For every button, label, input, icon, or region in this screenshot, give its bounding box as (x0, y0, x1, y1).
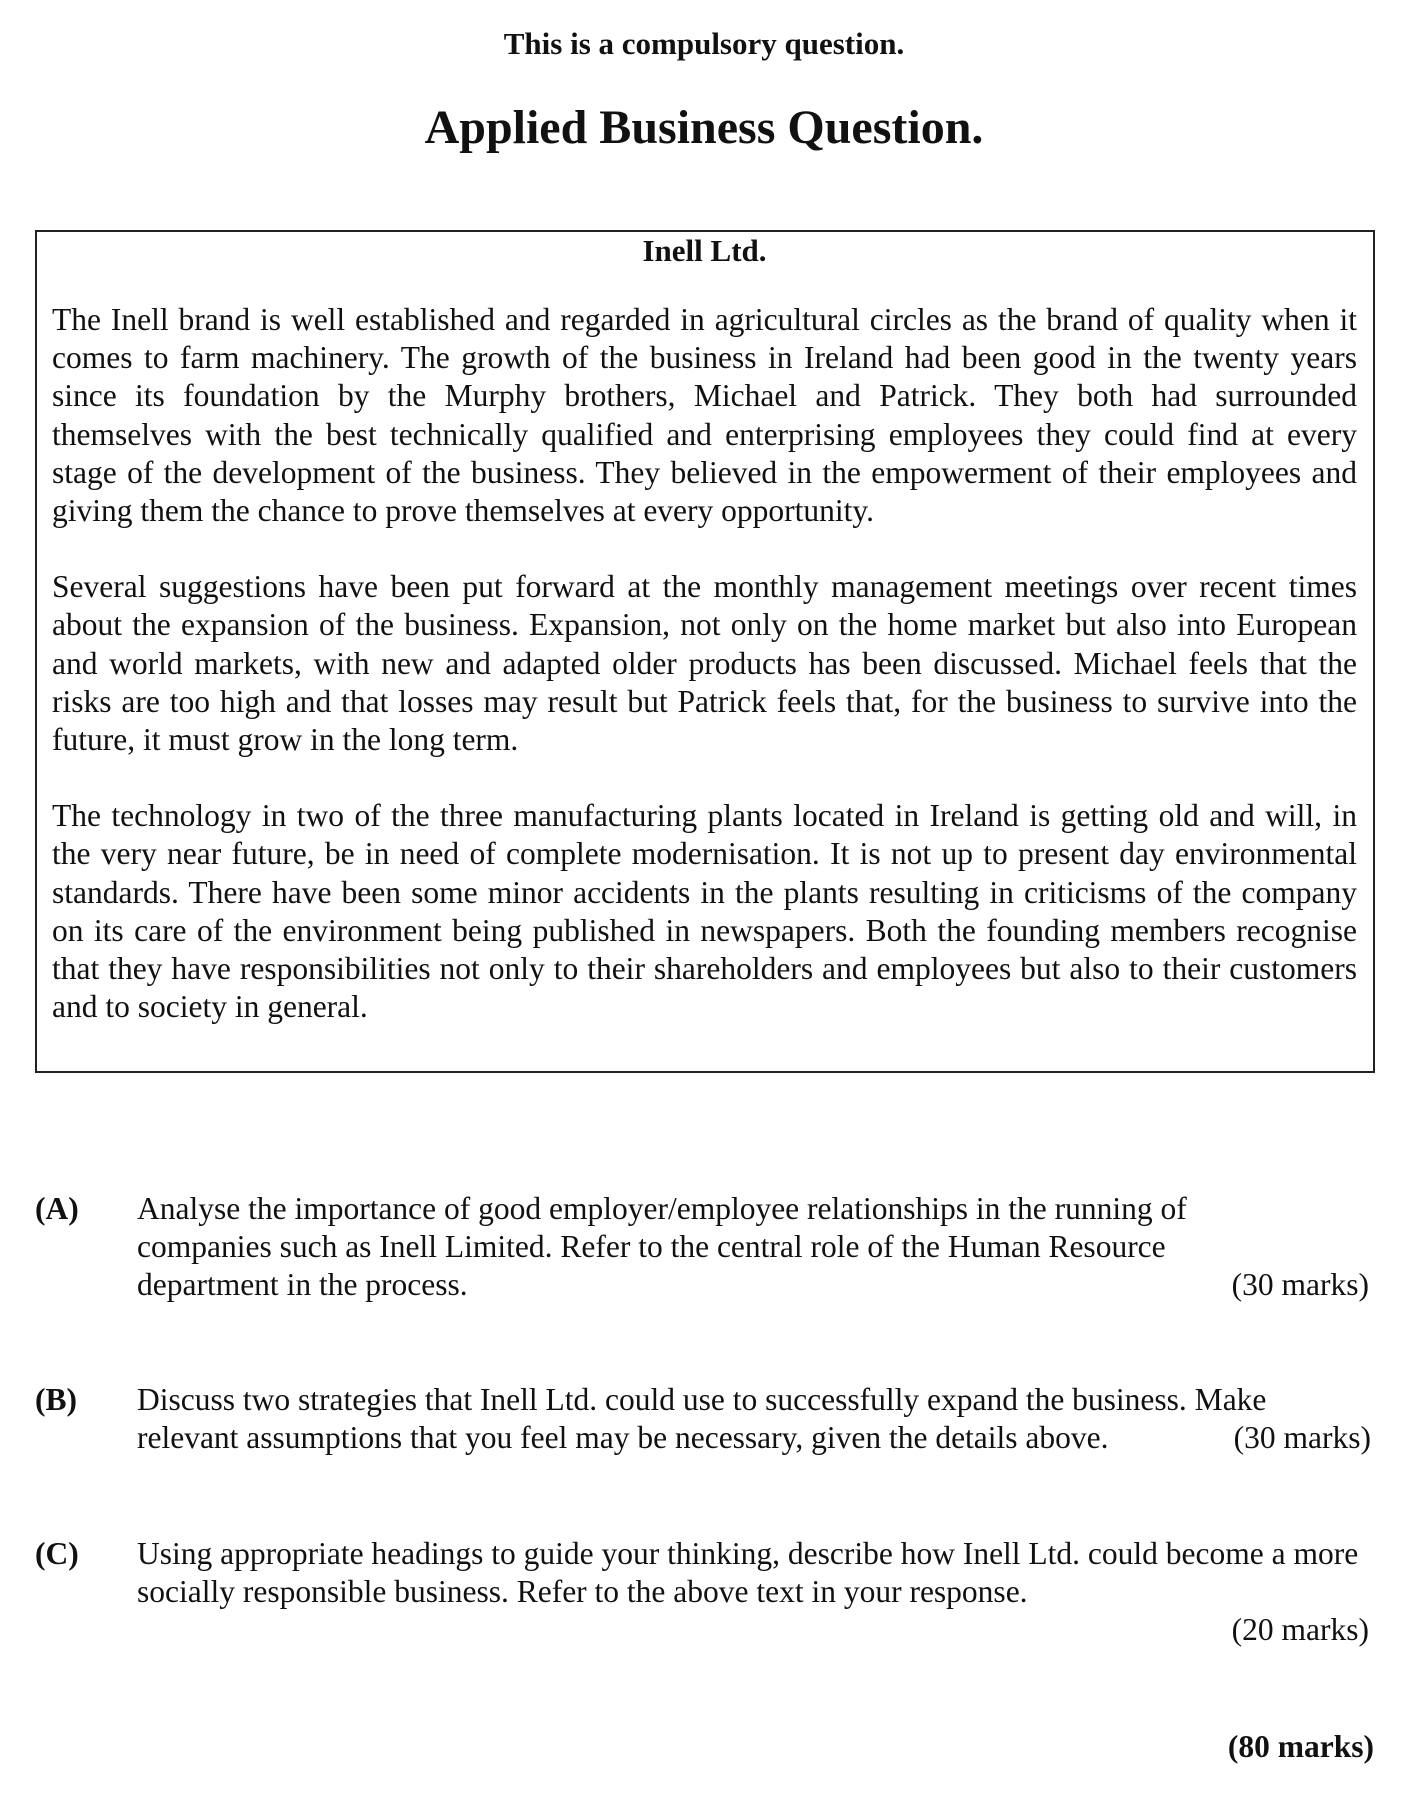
question-a (35, 1190, 1377, 1310)
question-b-label: (B) (35, 1382, 77, 1417)
question-c-label: (C) (35, 1536, 79, 1571)
case-study-title: Inell Ltd. (642, 233, 767, 268)
page-title: Applied Business Question. (424, 101, 984, 154)
question-c (35, 1535, 1377, 1655)
question-a-marks: (30 marks) (1231, 1267, 1369, 1302)
question-a-text: Analyse the importance of good employer/employee relationships in the running of companies such as Inell Limited. Refer to the central role of the Human Resource department in the process. (137, 1191, 1187, 1303)
question-b-marks: (30 marks) (1233, 1420, 1371, 1455)
question-c-marks: (20 marks) (1231, 1612, 1369, 1647)
case-paragraph-1: The Inell brand is well established and regarded in agricultural circles as the brand of quality when it comes to farm machinery. The growth of the business in Ireland had been good in the twenty years since its foundation by the Murphy brothers, Michael and Patrick. They both had surrounded themselves with the best technically qualified and enterprising employees they could find at every stage of the development of the business. They believed in the empowerment of their employees and giving them the chance to prove themselves at every opportunity. (52, 302, 1357, 529)
case-study-box (35, 230, 1375, 1073)
question-b (35, 1381, 1377, 1461)
question-c-text: Using appropriate headings to guide your thinking, describe how Inell Ltd. could become a more socially responsible business. Refer to the above text in your response. (137, 1536, 1359, 1610)
question-b-text: Discuss two strategies that Inell Ltd. could use to successfully expand the business. Make relevant assumptions that you feel may be necessary, given the details above. (137, 1382, 1267, 1456)
question-a-label: (A) (35, 1191, 79, 1226)
total-marks: (80 marks) (1227, 1729, 1374, 1764)
case-paragraph-2: Several suggestions have been put forward at the monthly management meetings over recent times about the expansion of the business. Expansion, not only on the home market but also into European and world markets, with new and adapted older products has been discussed. Michael feels that the risks are too high and that losses may result but Patrick feels that, for the business to survive into the future, it must grow in the long term. (52, 569, 1357, 758)
case-paragraph-3: The technology in two of the three manufacturing plants located in Ireland is getting old and will, in the very near future, be in need of complete modernisation. It is not up to present day environmental standards. There have been some minor accidents in the plants resulting in criticisms of the company on its care of the environment being published in newspapers. Both the founding members recognise that they have responsibilities not only to their shareholders and employees but also to their customers and to society in general. (52, 798, 1357, 1025)
compulsory-notice: This is a compulsory question. (503, 26, 905, 61)
